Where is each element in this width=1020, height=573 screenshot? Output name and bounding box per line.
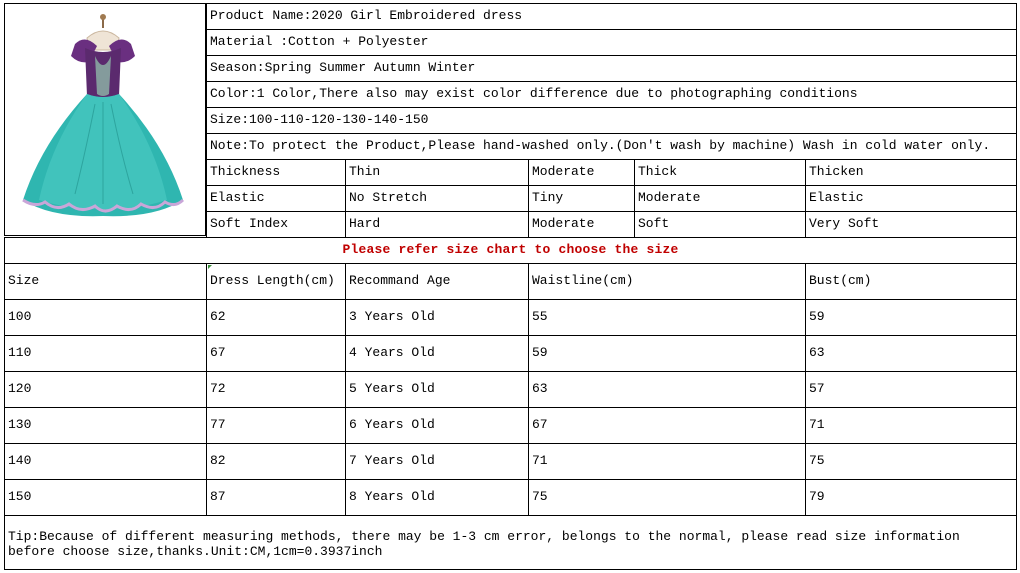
color-note: Color:1 Color,There also may exist color difference due to photographing conditions [206,81,1017,107]
property-value: Moderate [528,159,634,185]
property-value: Moderate [634,185,805,211]
table-cell: 75 [805,443,1017,479]
table-cell: 110 [4,335,206,371]
table-cell: 79 [805,479,1017,515]
property-label: Soft Index [206,211,345,237]
product-photo [4,3,206,236]
table-cell: 67 [528,407,805,443]
table-cell: 87 [206,479,345,515]
table-cell: 77 [206,407,345,443]
table-row [4,479,1017,515]
table-cell: 71 [528,443,805,479]
column-header: Waistline(cm) [528,263,805,299]
table-cell: 63 [805,335,1017,371]
table-cell: 59 [805,299,1017,335]
table-cell: 57 [805,371,1017,407]
size-chart-notice: Please refer size chart to choose the size [4,237,1017,263]
wash-note: Note:To protect the Product,Please hand-washed only.(Don't wash by machine) Wash in cold water only. [206,133,1017,159]
product-spec-sheet [4,3,1017,570]
dress-photo-icon [5,4,205,235]
table-cell: 5 Years Old [345,371,528,407]
table-row [4,407,1017,443]
thickness-row [206,159,1017,185]
property-value: Very Soft [805,211,1017,237]
property-label: Elastic [206,185,345,211]
table-cell: 59 [528,335,805,371]
column-header: Recommand Age [345,263,528,299]
table-row [4,371,1017,407]
column-header: Bust(cm) [805,263,1017,299]
product-name: Product Name:2020 Girl Embroidered dress [206,3,1017,29]
table-cell: 55 [528,299,805,335]
table-cell: 140 [4,443,206,479]
property-value: Moderate [528,211,634,237]
property-value: Thin [345,159,528,185]
table-cell: 75 [528,479,805,515]
table-cell: 6 Years Old [345,407,528,443]
property-value: Thick [634,159,805,185]
table-cell: 150 [4,479,206,515]
season: Season:Spring Summer Autumn Winter [206,55,1017,81]
property-value: Hard [345,211,528,237]
table-cell: 72 [206,371,345,407]
table-cell: 8 Years Old [345,479,528,515]
property-value: No Stretch [345,185,528,211]
property-value: Elastic [805,185,1017,211]
table-cell: 62 [206,299,345,335]
property-label: Thickness [206,159,345,185]
soft-index-row [206,211,1017,237]
table-cell: 100 [4,299,206,335]
table-cell: 3 Years Old [345,299,528,335]
table-row [4,443,1017,479]
column-header: Size [4,263,206,299]
table-row [4,335,1017,371]
table-cell: 130 [4,407,206,443]
property-value: Thicken [805,159,1017,185]
table-cell: 7 Years Old [345,443,528,479]
property-value: Tiny [528,185,634,211]
table-cell: 63 [528,371,805,407]
measurement-tip: Tip:Because of different measuring methods, there may be 1-3 cm error, belongs to the normal, please read size information before choose size,thanks.Unit:CM,1cm=0.3937inch [4,515,1017,570]
table-cell: 4 Years Old [345,335,528,371]
size-table-header [4,263,1017,299]
table-cell: 71 [805,407,1017,443]
size-range: Size:100-110-120-130-140-150 [206,107,1017,133]
column-header: Dress Length(cm) [206,263,345,299]
table-row [4,299,1017,335]
table-cell: 120 [4,371,206,407]
table-cell: 67 [206,335,345,371]
table-cell: 82 [206,443,345,479]
elastic-row [206,185,1017,211]
material: Material :Cotton + Polyester [206,29,1017,55]
property-value: Soft [634,211,805,237]
